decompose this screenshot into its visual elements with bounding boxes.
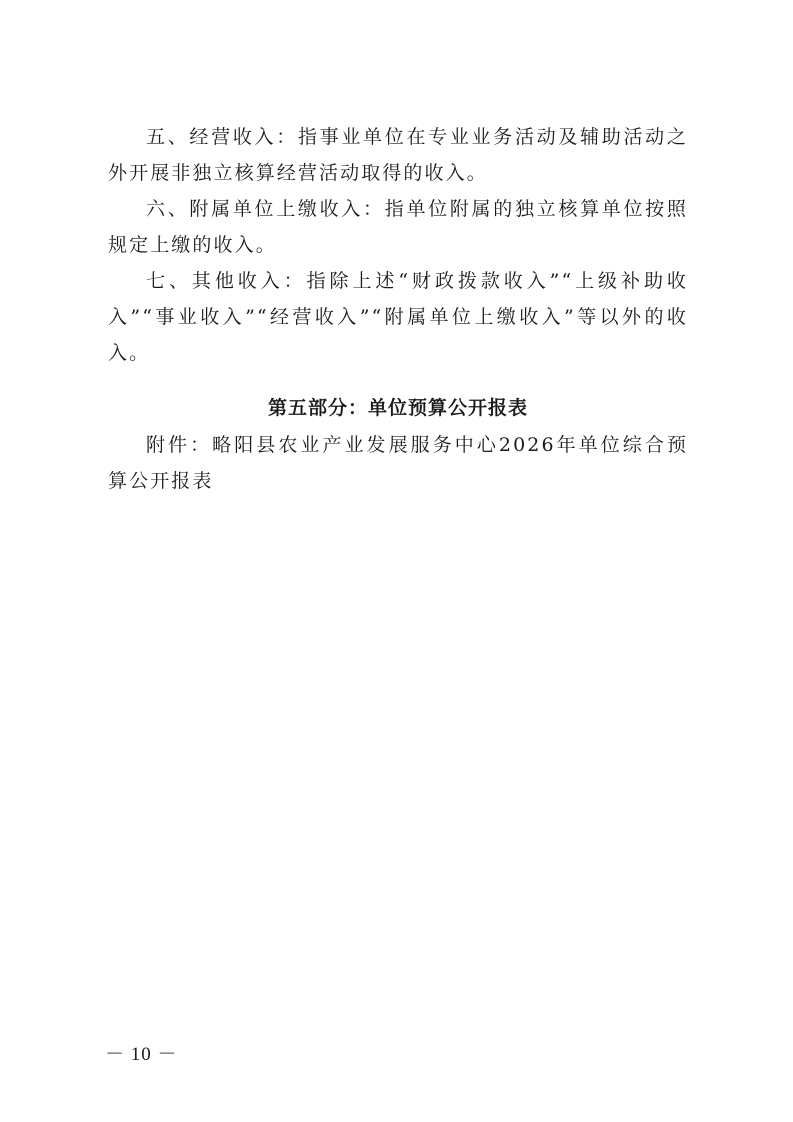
attachment-note bbox=[108, 427, 688, 499]
paragraph-other-income: 七、其他收入：指除上述“财政拨款收入”“上级补助收入”“事业收入”“经营收入”“附属单位上缴收入”等以外的收入。 bbox=[108, 270, 688, 364]
paragraph-subsidiary-income: 六、附属单位上缴收入：指单位附属的独立核算单位按照规定上缴的收入。 bbox=[108, 198, 688, 256]
section-heading: 第五部分：单位预算公开报表 bbox=[267, 397, 528, 419]
page-number: － 10 － bbox=[105, 1044, 178, 1065]
paragraph-attachment: 附件：略阳县农业产业发展服务中心2026年单位综合预算公开报表 bbox=[108, 434, 688, 492]
paragraph-operating-income: 五、经营收入：指事业单位在专业业务活动及辅助活动之外开展非独立核算经营活动取得的收入。 bbox=[108, 126, 688, 184]
income-definitions bbox=[108, 119, 688, 371]
